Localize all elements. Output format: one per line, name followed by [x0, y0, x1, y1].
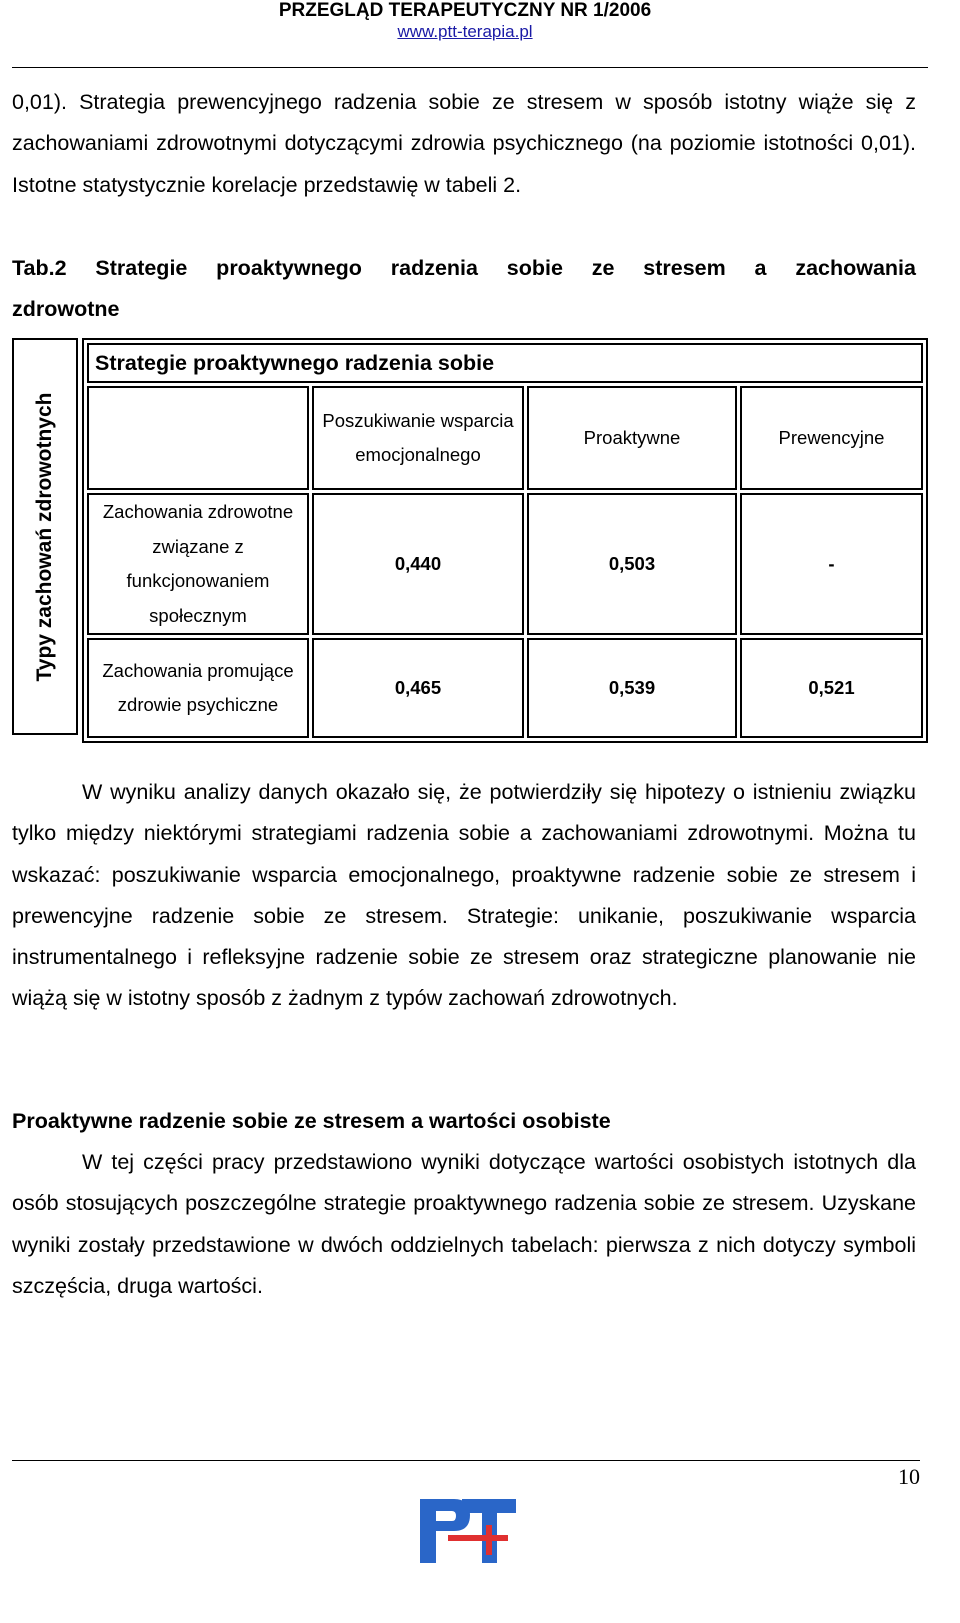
- footer-divider: [12, 1460, 920, 1461]
- column-header: Poszukiwanie wsparcia emocjonalnego: [312, 386, 524, 490]
- table-caption-row: [87, 343, 923, 383]
- table-cell: 0,539: [527, 638, 737, 738]
- correlation-table: [82, 338, 928, 743]
- row-group-label: Typy zachowań zdrowotnych: [33, 392, 56, 681]
- row-group-header: [12, 338, 78, 735]
- journal-url-link[interactable]: www.ptt-terapia.pl: [397, 22, 533, 41]
- table-cell: 0,521: [740, 638, 923, 738]
- column-group-label: Strategie proaktywnego radzenia sobie: [87, 343, 923, 383]
- paragraph-values: W tej części pracy przedstawiono wyniki dotyczące wartości osobistych istotnych dla osób stosujących poszczególne strategie proaktywnego radzenia sobie ze stresem. Uzyskane wyniki zostały przedstawione w dwóch oddzielnych tabelach: pierwsza z nich dotyczy symboli szczęścia, druga wartości.: [12, 1150, 916, 1298]
- paragraph-intro: 0,01). Strategia prewencyjnego radzenia sobie ze stresem w sposób istotny wiąże się z zachowaniami zdrowotnymi dotyczącymi zdrowia psychicznego (na poziomie istotności 0,01). Istotne statystycznie korelacje przedstawię w tabeli 2.: [12, 90, 916, 197]
- journal-title: PRZEGLĄD TERAPEUTYCZNY NR 1/2006: [278, 0, 652, 21]
- column-header: Prewencyjne: [740, 386, 923, 490]
- ptt-logo-icon: [410, 1495, 520, 1567]
- table-caption-line2: zdrowotne: [12, 297, 120, 321]
- logo-cross-bar: [448, 1535, 508, 1541]
- table-header-row: [87, 386, 923, 490]
- table-cell: 0,465: [312, 638, 524, 738]
- section-heading: Proaktywne radzenie sobie ze stresem a wartości osobiste: [12, 1109, 611, 1133]
- column-header: Proaktywne: [527, 386, 737, 490]
- table-row: [87, 493, 923, 635]
- empty-corner-cell: [87, 386, 309, 490]
- table-row: [87, 638, 923, 738]
- page-number: 10: [898, 1464, 920, 1489]
- logo-cross-stem: [486, 1525, 492, 1555]
- table-cell: -: [740, 493, 923, 635]
- row-header: Zachowania promujące zdrowie psychiczne: [87, 638, 309, 738]
- header-divider: [12, 67, 928, 68]
- table-cell: 0,440: [312, 493, 524, 635]
- paragraph-results: W wyniku analizy danych okazało się, że potwierdziły się hipotezy o istnieniu związku tylko między niektórymi strategiami radzenia sobie a zachowaniami zdrowotnymi. Można tu wskazać: poszukiwanie wsparcia emocjonalnego, proaktywne radzenie sobie ze stresem i prewencyjne radzenie sobie ze stresem. Strategie: unikanie, poszukiwanie wsparcia instrumentalnego i refleksyjne radzenie sobie ze stresem oraz strategiczne planowanie nie wiążą się w istotny sposób z żadnym z typów zachowań zdrowotnych.: [12, 780, 916, 1011]
- table-caption-line1: Tab.2 Strategie proaktywnego radzenia sobie ze stresem a zachowania: [12, 256, 916, 280]
- row-header: Zachowania zdrowotne związane z funkcjonowaniem społecznym: [87, 493, 309, 635]
- table-caption: [12, 248, 916, 330]
- table-cell: 0,503: [527, 493, 737, 635]
